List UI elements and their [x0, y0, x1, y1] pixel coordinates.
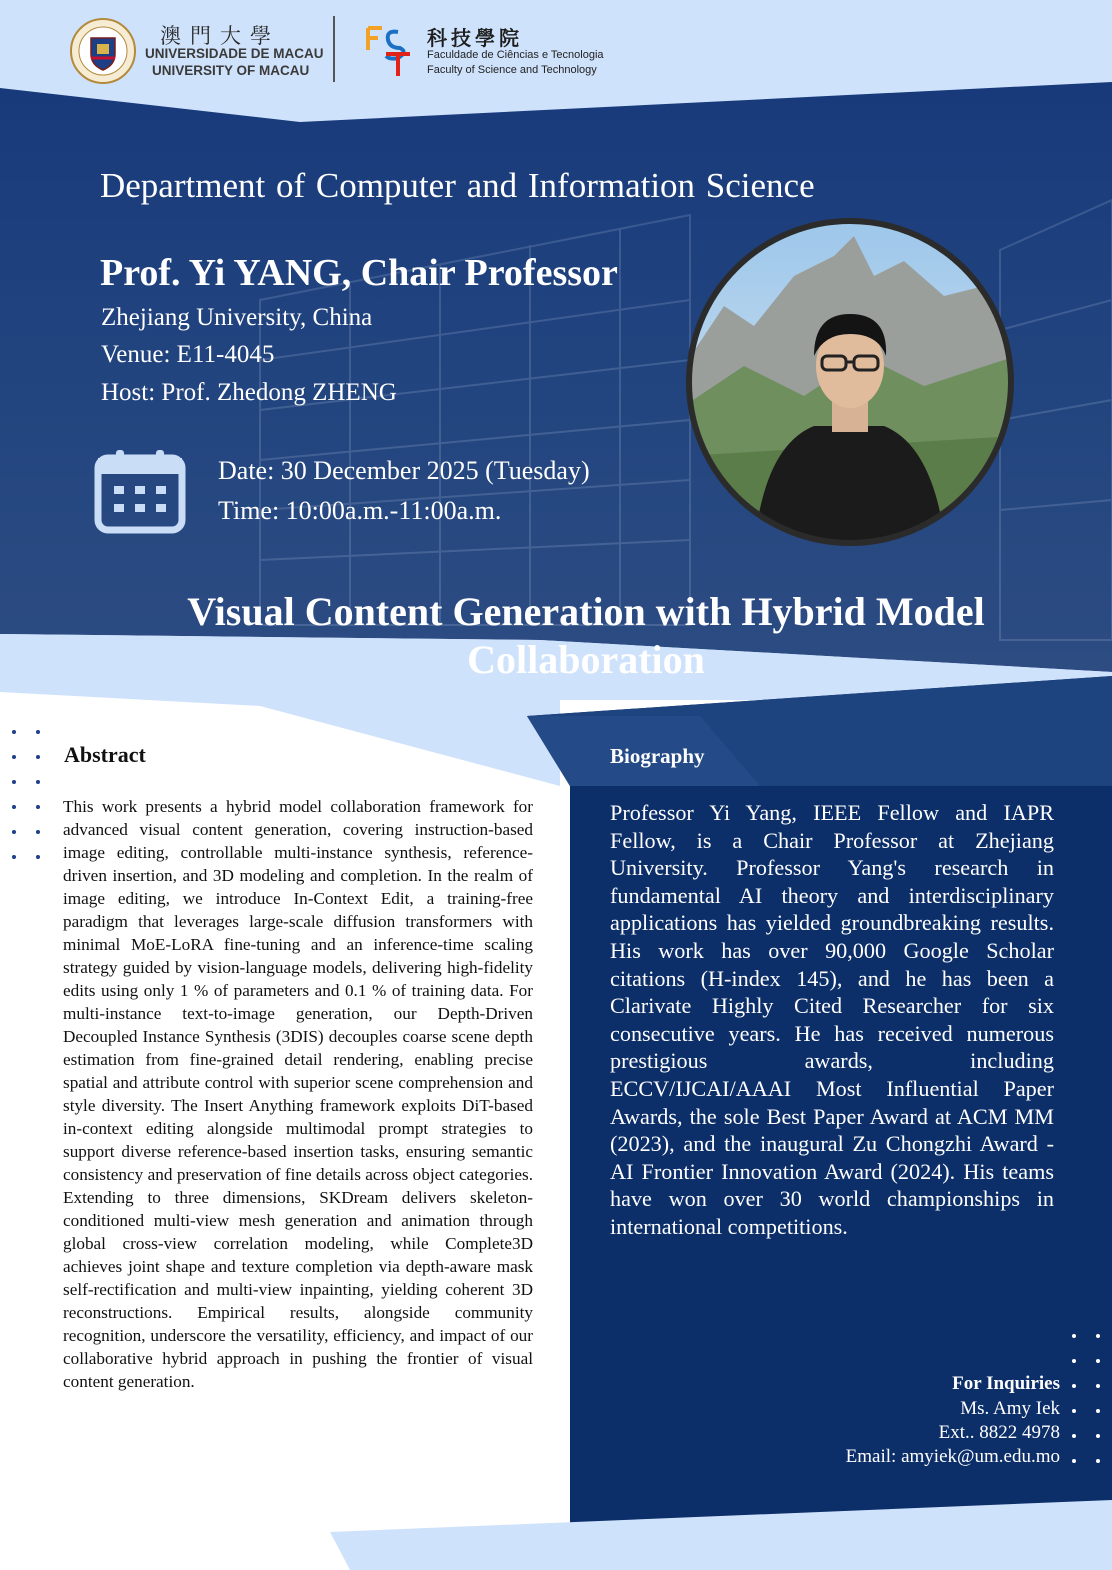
speaker-portrait: [684, 216, 1016, 548]
faculty-english-name: Faculty of Science and Technology: [427, 64, 597, 76]
inquiries-heading: For Inquiries: [952, 1373, 1060, 1394]
university-seal-icon: [70, 18, 136, 84]
abstract-body: This work presents a hybrid model collaboration framework for advanced visual content generation, covering instruction-based image editing, controllable multi-instance synthesis, reference-driven insertion, and 3D modeling and completion. In the realm of image editing, we introduce In-Context Edit, a training-free paradigm that leverages large-scale diffusion transformers with minimal MoE-LoRA fine-tuning and an inference-time scaling strategy guided by vision-language models, delivering high-fidelity edits using only 1 % of parameters and 0.1 % of training data. For multi-instance text-to-image generation, our Depth-Driven Decoupled Instance Synthesis (3DIS) decouples coarse scene depth estimation from fine-grained detail rendering, enabling precise spatial and attribute control with superior scene comprehension and style diversity. The Insert Anything framework exploits DiT-based in-context editing alongside multimodal prompt strategies to support diverse reference-based insertion tasks, ensuring semantic consistency and preservation of fine details across object categories. Extending to three dimensions, SKDream delivers skeleton-conditioned multi-view mesh generation and animation through global cross-view correlation modeling, while Complete3D achieves joint shape and texture completion via depth-aware mask self-rectification and multi-view inpainting, yielding coherent 3D reconstructions. Empirical results, alongside community recognition, underscore the versatility, efficiency, and impact of our collaborative hybrid approach in pushing the frontier of visual content generation.: [63, 797, 533, 1391]
inquiries-extension: Ext.. 8822 4978: [938, 1422, 1060, 1443]
biography-body: Professor Yi Yang, IEEE Fellow and IAPR Fellow, is a Chair Professor at Zhejiang University. Professor Yang's research in fundamental AI theory and interdisciplinary applications has yielded groundbreaking results. His work has over 90,000 Google Scholar citations (H-index 145), and he has been a Clarivate Highly Cited Researcher for six consecutive years. He has received numerous prestigious awards, including ECCV/IJCAI/AAAI Most Influential Paper Awards, the sole Best Paper Award at ACM MM (2023), and the inaugural Zu Chongzhi Award - AI Frontier Innovation Award (2024). His teams have won over 30 world championships in international competitions.: [610, 800, 1054, 1239]
decorative-dots-left: [12, 730, 42, 860]
university-english-name: UNIVERSITY OF MACAU: [152, 63, 310, 78]
talk-title: [60, 588, 1112, 684]
talk-title-line1: Visual Content Generation with Hybrid Model: [187, 589, 985, 634]
host: Host: Prof. Zhedong ZHENG: [101, 379, 397, 406]
abstract-heading: Abstract: [64, 742, 146, 767]
speaker-affiliation: Zhejiang University, China: [101, 304, 373, 331]
talk-title-line2: Collaboration: [467, 637, 705, 682]
inquiries-email[interactable]: Email: amyiek@um.edu.mo: [845, 1446, 1060, 1467]
faculty-portuguese-name: Faculdade de Ciências e Tecnologia: [427, 49, 604, 61]
venue: Venue: E11-4045: [101, 341, 275, 368]
department-name: Department of Computer and Information Science: [100, 166, 815, 205]
university-chinese-name: 澳門大學: [160, 24, 280, 48]
decorative-dots-right: [1072, 1334, 1102, 1464]
speaker-name: Prof. Yi YANG, Chair Professor: [100, 252, 618, 294]
event-time: Time: 10:00a.m.-11:00a.m.: [218, 496, 502, 525]
event-date: Date: 30 December 2025 (Tuesday): [218, 456, 590, 485]
biography-heading: Biography: [610, 744, 705, 768]
faculty-chinese-name: 科技學院: [427, 28, 523, 50]
inquiries-contact: Ms. Amy Iek: [960, 1398, 1060, 1419]
header-divider: [333, 16, 335, 82]
university-portuguese-name: UNIVERSIDADE DE MACAU: [145, 46, 324, 61]
faculty-logo-icon: [364, 24, 412, 78]
calendar-icon: [94, 448, 186, 534]
